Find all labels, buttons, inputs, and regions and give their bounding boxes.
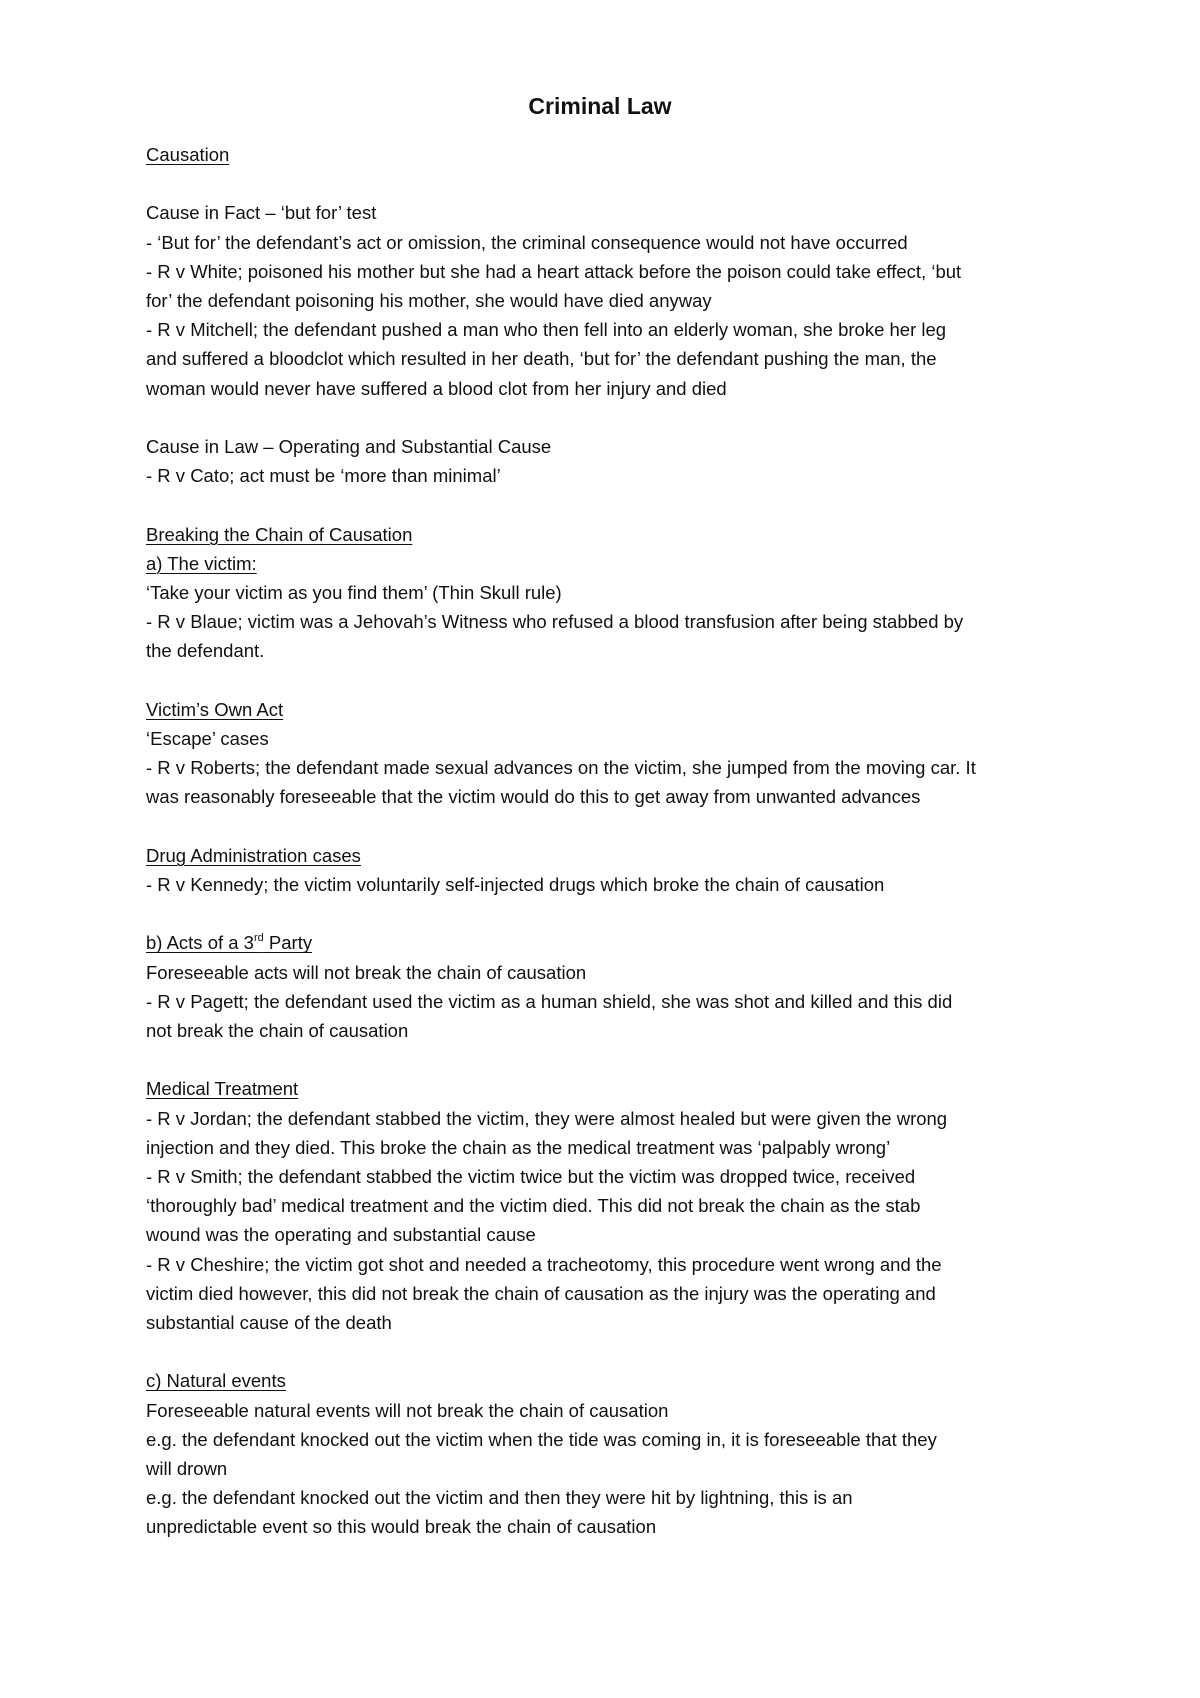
medical-treatment-line: - R v Smith; the defendant stabbed the victim twice but the victim was dropped twice, received xyxy=(146,1166,916,1187)
spacer xyxy=(146,169,1076,198)
victims-own-act-heading: Victim’s Own Act xyxy=(146,698,284,720)
spacer xyxy=(146,1337,1076,1366)
medical-treatment-line: injection and they died. This broke the chain as the medical treatment was ‘palpably wrong’ xyxy=(146,1136,891,1158)
document-body xyxy=(146,140,1076,1542)
medical-treatment-line: victim died however, this did not break the chain of causation as the injury was the operating and xyxy=(146,1282,936,1304)
medical-treatment-line: ‘thoroughly bad’ medical treatment and the victim died. This did not break the chain as the stab xyxy=(146,1195,921,1217)
third-party-line: Foreseeable acts will not break the chain of causation xyxy=(146,961,587,983)
cause-in-fact-line: - ‘But for’ the defendant’s act or omission, the criminal consequence would not have occurred xyxy=(146,231,908,253)
spacer xyxy=(146,812,1076,841)
medical-treatment-line: - R v Jordan; the defendant stabbed the victim, they were almost healed but were given the wrong xyxy=(146,1107,948,1129)
cause-in-law-heading: Cause in Law – Operating and Substantial Cause xyxy=(146,436,552,457)
victims-own-act-line: was reasonably foreseeable that the victim would do this to get away from unwanted advances xyxy=(146,786,921,808)
third-party-heading-superscript: rd xyxy=(253,932,264,945)
document-title: Criminal Law xyxy=(528,93,672,119)
natural-events-heading: c) Natural events xyxy=(146,1370,286,1392)
cause-in-fact-line: woman would never have suffered a blood clot from her injury and died xyxy=(146,377,727,399)
natural-events-line: e.g. the defendant knocked out the victim when the tide was coming in, it is foreseeable that they xyxy=(146,1428,937,1450)
third-party-heading-text: b) Acts of a 3 xyxy=(146,932,254,954)
cause-in-fact-heading: Cause in Fact – ‘but for’ test xyxy=(146,202,377,224)
third-party-heading-suffix: Party xyxy=(263,932,313,954)
drug-administration-line: - R v Kennedy; the victim voluntarily self-injected drugs which broke the chain of causation xyxy=(146,874,885,895)
drug-administration-heading: Drug Administration cases xyxy=(146,844,361,866)
natural-events-line: Foreseeable natural events will not break the chain of causation xyxy=(146,1399,669,1421)
spacer xyxy=(146,899,1076,928)
victim-line: the defendant. xyxy=(146,640,265,662)
natural-events-line: e.g. the defendant knocked out the victim and then they were hit by lightning, this is an xyxy=(146,1487,853,1509)
breaking-chain-heading: Breaking the Chain of Causation xyxy=(146,523,413,545)
medical-treatment-line: - R v Cheshire; the victim got shot and needed a tracheotomy, this procedure went wrong and the xyxy=(146,1253,942,1275)
third-party-heading xyxy=(146,928,1076,957)
medical-treatment-line: substantial cause of the death xyxy=(146,1312,392,1334)
medical-treatment-heading: Medical Treatment xyxy=(146,1078,299,1100)
cause-in-fact-line: and suffered a bloodclot which resulted in her death, ‘but for’ the defendant pushing the man, the xyxy=(146,348,937,370)
third-party-line: not break the chain of causation xyxy=(146,1020,409,1041)
victim-heading: a) The victim: xyxy=(146,552,257,574)
natural-events-line: will drown xyxy=(146,1458,228,1480)
spacer xyxy=(146,490,1076,519)
cause-in-fact-line: for’ the defendant poisoning his mother, she would have died anyway xyxy=(146,290,712,311)
natural-events-line: unpredictable event so this would break the chain of causation xyxy=(146,1516,657,1538)
cause-in-fact-line: - R v Mitchell; the defendant pushed a man who then fell into an elderly woman, she broke her leg xyxy=(146,319,947,341)
victim-line: - R v Blaue; victim was a Jehovah’s Witness who refused a blood transfusion after being stabbed by xyxy=(146,611,964,633)
spacer xyxy=(146,1045,1076,1074)
cause-in-law-line: - R v Cato; act must be ‘more than minimal’ xyxy=(146,465,501,487)
third-party-line: - R v Pagett; the defendant used the victim as a human shield, she was shot and killed and this did xyxy=(146,990,953,1012)
cause-in-fact-line: - R v White; poisoned his mother but she had a heart attack before the poison could take effect, ‘but xyxy=(146,260,962,282)
spacer xyxy=(146,666,1076,695)
victims-own-act-line: ‘Escape’ cases xyxy=(146,728,269,749)
spacer xyxy=(146,403,1076,432)
medical-treatment-line: wound was the operating and substantial cause xyxy=(146,1224,536,1246)
victim-line: ‘Take your victim as you find them’ (Thin Skull rule) xyxy=(146,582,562,603)
victims-own-act-line: - R v Roberts; the defendant made sexual advances on the victim, she jumped from the moving car. It xyxy=(146,757,976,779)
causation-heading: Causation xyxy=(146,144,230,165)
